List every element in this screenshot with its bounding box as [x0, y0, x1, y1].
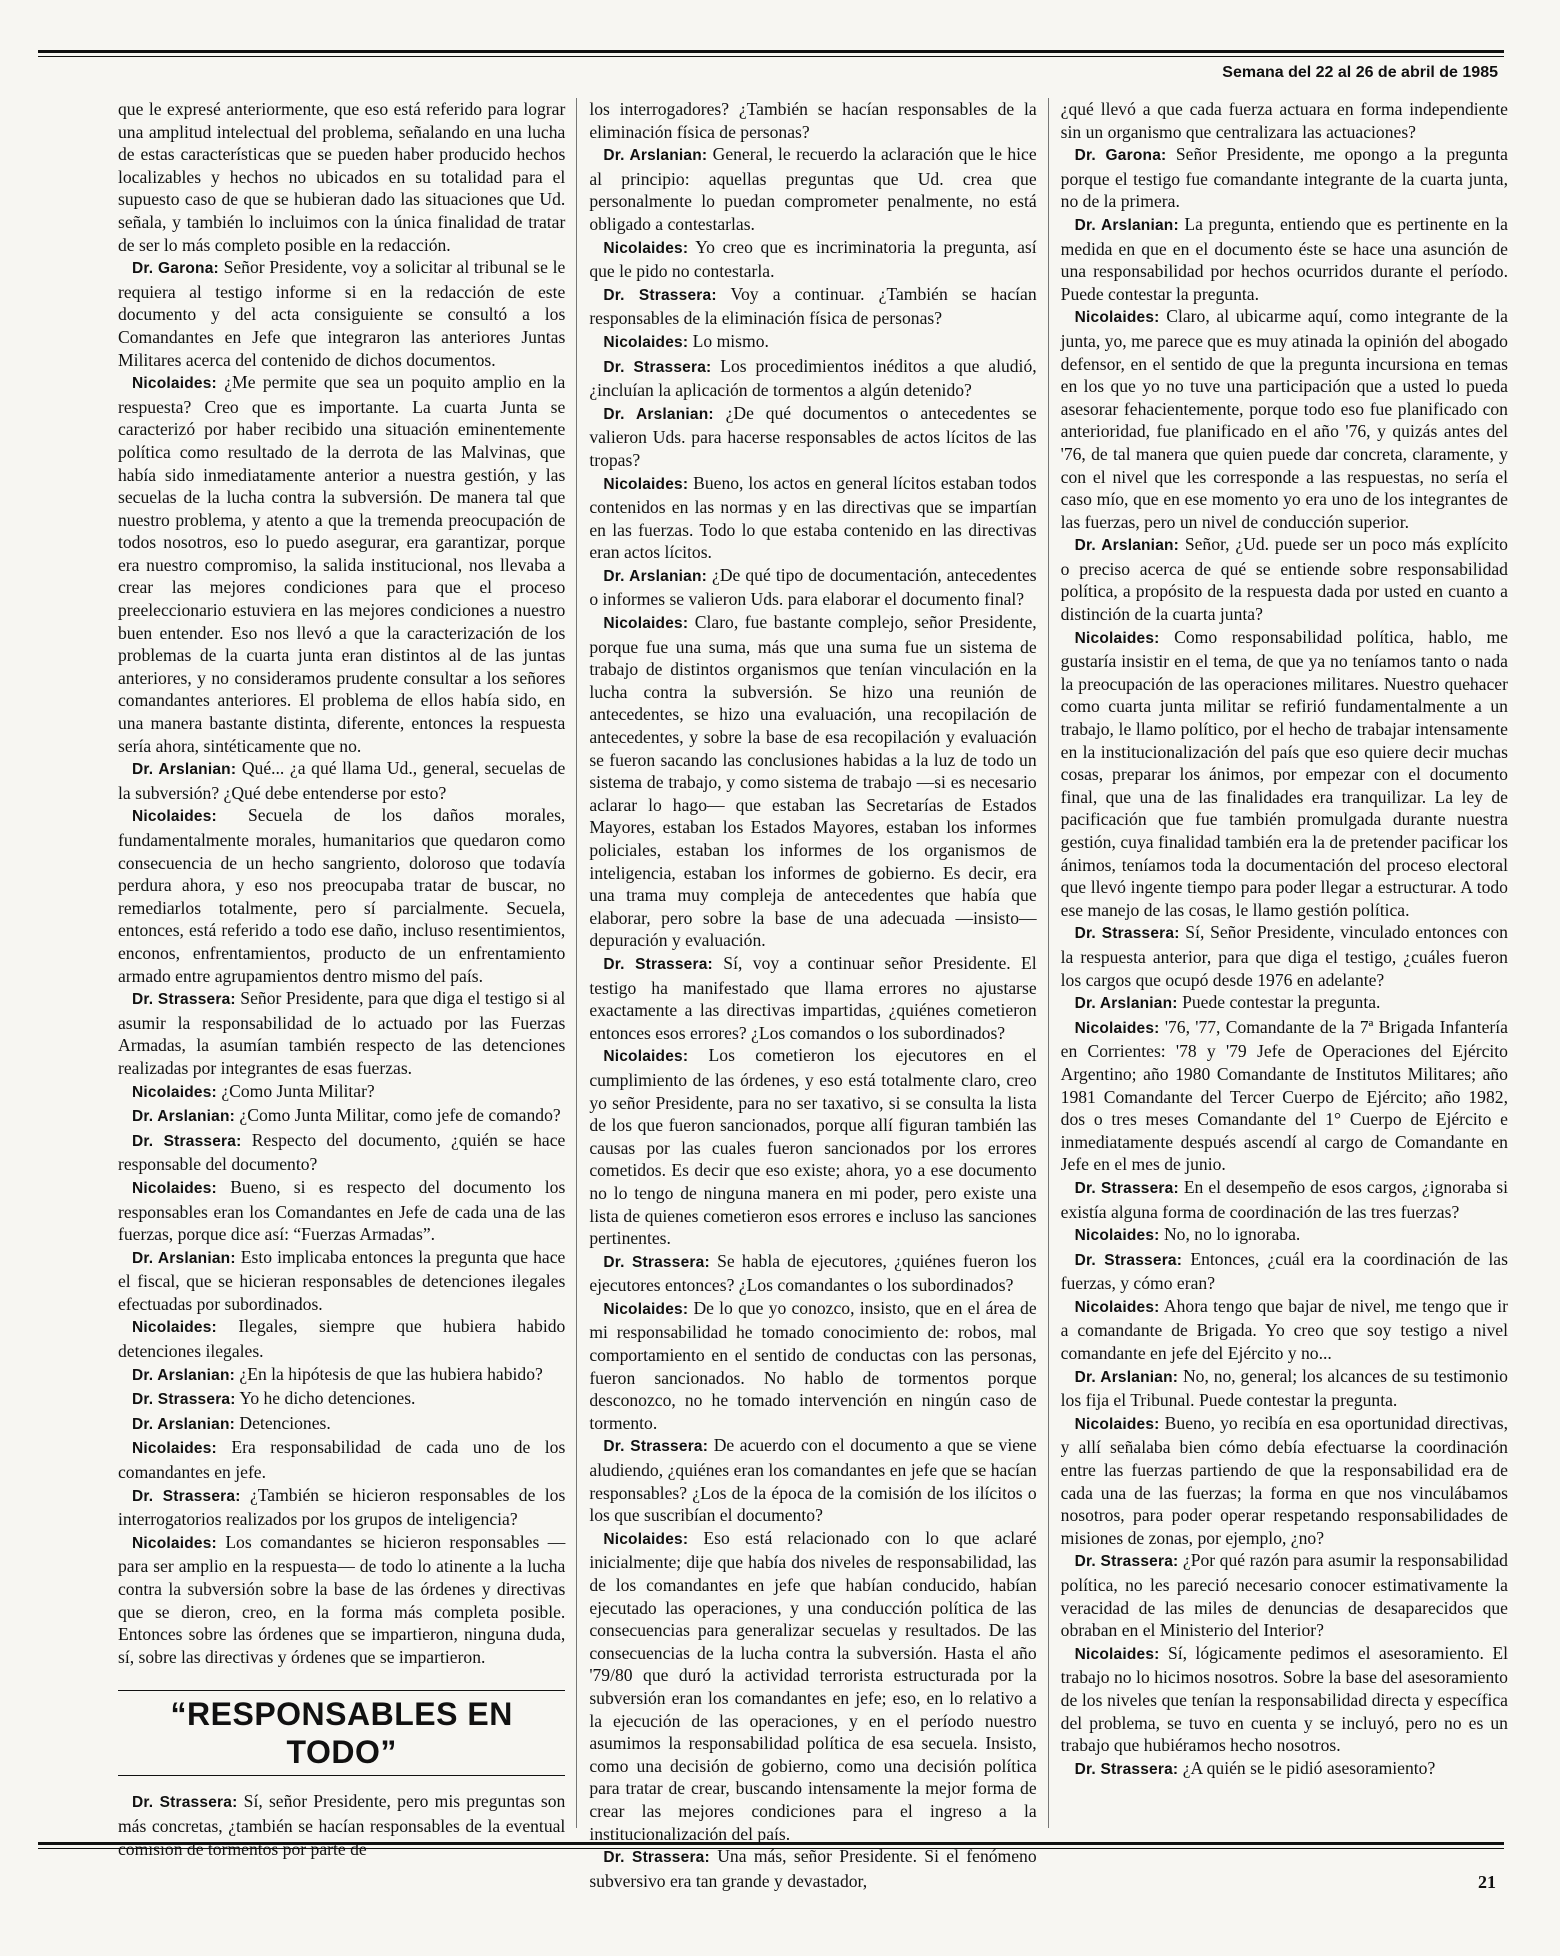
- speech-text: Esto implicaba entonces la pregunta que hace el fiscal, que se hicieran responsables de detenciones ilegales efectuadas por subordinados.: [118, 1246, 566, 1314]
- speaker-label: Nicolaides:: [603, 1048, 689, 1066]
- speech-text: Bueno, yo recibía en esa oportunidad directivas, y allí señalaba bien cómo debía efectuarse la coordinación entre las fuerzas partiendo de que la responsabilidad era de cada una de las fuerzas; la forma en que nos vinculábamos nosotros, para poder operar respetando responsabilidades de misiones de zonas, por ejemplo, ¿no?: [1060, 1412, 1508, 1548]
- transcript-paragraph: [118, 1080, 565, 1105]
- speaker-label: Nicolaides:: [1074, 309, 1160, 327]
- speaker-label: Dr. Arslanian:: [1074, 1368, 1179, 1386]
- transcript-paragraph: [118, 1531, 565, 1669]
- speaker-label: Dr. Arslanian:: [132, 1366, 236, 1384]
- bottom-rule: [38, 1842, 1504, 1845]
- transcript-paragraph: [589, 1845, 1036, 1892]
- speaker-label: Dr. Arslanian:: [1074, 216, 1179, 234]
- speech-text: ¿De qué tipo de documentación, antecedentes o informes se valieron Uds. para elaborar el documento final?: [589, 564, 1037, 610]
- transcript-paragraph: [589, 952, 1036, 1044]
- speaker-label: Dr. Strassera:: [132, 1132, 242, 1150]
- transcript-paragraph: [1061, 1016, 1508, 1176]
- speaker-label: Dr. Arslanian:: [603, 405, 714, 423]
- transcript-paragraph: [118, 1436, 565, 1483]
- transcript-paragraph: [589, 330, 1036, 355]
- transcript-paragraph: [1061, 1295, 1508, 1365]
- speaker-label: Dr. Strassera:: [132, 991, 236, 1009]
- transcript-paragraph: [118, 256, 565, 371]
- speaker-label: Dr. Arslanian:: [132, 1415, 236, 1433]
- speech-text: Sí, Señor Presidente, vinculado entonces con la respuesta anterior, para que diga el testigo, ¿cuáles fueron los cargos que ocupó desde 1976 en adelante?: [1060, 922, 1508, 990]
- transcript-paragraph: [589, 98, 1036, 143]
- speaker-label: Nicolaides:: [1074, 1019, 1160, 1037]
- speaker-label: Dr. Strassera:: [132, 1794, 238, 1812]
- speech-text: Detenciones.: [239, 1412, 331, 1433]
- transcript-paragraph: [1061, 1223, 1508, 1248]
- speech-text: Ilegales, siempre que hubiera habido detenciones ilegales.: [118, 1316, 566, 1362]
- speech-text: Los cometieron los ejecutores en el cumplimiento de las órdenes, y eso está totalmente claro, creo yo señor Presidente, para no ser taxativo, si se consulta la lista de los que fueron sancionados, porque allí figuran también las causas por las cuales fueron sancionados por los errores cometidos. Es decir que eso existe; ahora, yo a ese documento no lo tengo de ninguna manera en mi poder, pero existe una lista de quienes cometieron esos errores e incluso las sanciones pertinentes.: [589, 1045, 1037, 1249]
- column-3: [1061, 98, 1508, 1828]
- speech-text: Respecto del documento, ¿quién se hace responsable del documento?: [118, 1129, 566, 1175]
- transcript-paragraph: [118, 98, 565, 256]
- speaker-label: Dr. Strassera:: [603, 286, 717, 304]
- transcript-paragraph: [1061, 1365, 1508, 1412]
- speech-text: Una más, señor Presidente. Si el fenómeno subversivo era tan grande y devastador,: [589, 1846, 1037, 1891]
- transcript-paragraph: [589, 564, 1036, 611]
- speaker-label: Nicolaides:: [603, 1300, 689, 1318]
- transcript-paragraph: [1061, 305, 1508, 533]
- transcript-paragraph: [589, 355, 1036, 402]
- transcript-paragraph: [1061, 1642, 1508, 1757]
- speaker-label: Nicolaides:: [1074, 1645, 1160, 1663]
- speaker-label: Nicolaides:: [603, 1530, 689, 1548]
- speech-text: Claro, fue bastante complejo, señor Presidente, porque fue una suma, más que una suma fue un sistema de trabajo de distintos organismos que tenían vinculación en la lucha contra la subversión. Se hizo una reunión de antecedentes, se hizo una evaluación, una recopilación de antecedentes, y sobre la base de esa recopilación y evaluación se fueron sacando las conclusiones habidas a la luz de todo un sistema de trabajo, y como sistema de trabajo —si es necesario aclarar lo hago— que estaban las Secretarías de Estados Mayores, estaban los Estados Mayores, estaban los informes policiales, estaban los informes de los organismos de inteligencia, estaban los informes de gobierno. Es decir, era una trama muy compleja de antecedentes que había que elaborar, pero sobre la base de una adecuada —insisto— depuración y evaluación.: [589, 612, 1037, 951]
- speaker-label: Nicolaides:: [603, 475, 689, 493]
- speaker-label: Nicolaides:: [1074, 1298, 1160, 1316]
- transcript-paragraph: [589, 1297, 1036, 1435]
- speaker-label: Dr. Strassera:: [603, 358, 712, 376]
- speaker-label: Dr. Strassera:: [1074, 925, 1180, 943]
- section-heading: “RESPONSABLES EN TODO”: [118, 1690, 565, 1776]
- speech-text: Yo he dicho detenciones.: [239, 1388, 416, 1409]
- speech-text: Sí, lógicamente pedimos el asesoramiento. El trabajo no lo hicimos nosotros. Sobre la base del asesoramiento de los niveles que tenían la responsabilidad directa y específica del problema, se tuvo en cuenta y se incluyó, pero no es un trabajo que hubiéramos hecho nosotros.: [1060, 1642, 1508, 1756]
- speech-text: ¿De qué documentos o antecedentes se valieron Uds. para hacerse responsables de actos lícitos de las tropas?: [589, 402, 1037, 470]
- transcript-paragraph: [1061, 213, 1508, 305]
- speaker-label: Dr. Strassera:: [132, 1391, 236, 1409]
- speaker-label: Nicolaides:: [603, 333, 689, 351]
- transcript-paragraph: [589, 283, 1036, 330]
- transcript-paragraph: [589, 402, 1036, 472]
- page-number: 21: [1478, 1872, 1496, 1892]
- top-rule-thin: [38, 56, 1504, 57]
- speech-text: En el desempeño de esos cargos, ¿ignoraba si existía alguna forma de coordinación de las tres fuerzas?: [1060, 1176, 1508, 1222]
- speech-text: La pregunta, entiendo que es pertinente en la medida en que en el documento éste se hace una asunción de una responsabilidad por hechos ocurridos durante el período. Puede contestar la pregunta.: [1060, 213, 1508, 304]
- speaker-label: Dr. Strassera:: [1074, 1251, 1183, 1269]
- speaker-label: Nicolaides:: [132, 375, 217, 393]
- speech-text: Señor Presidente, me opongo a la pregunta porque el testigo fue comandante integrante de la cuarta junta, no de la primera.: [1060, 144, 1508, 212]
- speech-text: que le expresé anteriormente, que eso está referido para lograr una amplitud intelectual del problema, señalando en una lucha de estas características que se pueden haber producido hechos localizables y hechos no ubicados en su totalidad para el supuesto caso de que se hubieran dado las situaciones que Ud. señala, y también lo incluimos con la única finalidad de tratar de ser lo más completo posible en la redacción.: [118, 99, 566, 255]
- speaker-label: Nicolaides:: [1074, 629, 1160, 647]
- transcript-paragraph: [589, 1527, 1036, 1845]
- transcript-paragraph: [589, 611, 1036, 952]
- speaker-label: Dr. Strassera:: [603, 1849, 710, 1867]
- speech-text: Era responsabilidad de cada uno de los comandantes en jefe.: [118, 1437, 566, 1483]
- speech-text: Entonces, ¿cuál era la coordinación de las fuerzas, y cómo eran?: [1060, 1248, 1508, 1294]
- speaker-label: Nicolaides:: [132, 808, 217, 826]
- speaker-label: Nicolaides:: [132, 1083, 217, 1101]
- transcript-paragraph: [1061, 1176, 1508, 1223]
- speech-text: ¿qué llevó a que cada fuerza actuara en forma independiente sin un organismo que centralizara las actuaciones?: [1060, 99, 1508, 142]
- speaker-label: Dr. Arslanian:: [603, 567, 707, 585]
- speech-text: Ahora tengo que bajar de nivel, me tengo que ir a comandante de Brigada. Yo creo que soy testigo a nivel comandante en jefe del Ejército y no...: [1060, 1295, 1508, 1364]
- speech-text: Los procedimientos inéditos a que aludió, ¿incluían la aplicación de tormentos a algún detenido?: [589, 355, 1037, 401]
- transcript-paragraph: [589, 236, 1036, 283]
- transcript-paragraph: [1061, 991, 1508, 1016]
- speech-text: Sí, señor Presidente, pero mis preguntas son más concretas, ¿también se hacían responsables de la eventual comisión de tormentos por parte de: [118, 1791, 566, 1859]
- speech-text: Secuela de los daños morales, fundamentalmente morales, humanitarios que quedaron como consecuencia de un hecho sangriento, doloroso que todavía perdura ahora, y eso nos preocupaba tratar de buscar, no remediarlos totalmente, pero sí parcialmente. Secuela, entonces, está referido a todo ese daño, incluso resentimientos, enconos, enfrentamientos, producto de un enfrentamiento armado entre agrupamientos dentro mismo del país.: [118, 805, 566, 986]
- speech-text: Se habla de ejecutores, ¿quiénes fueron los ejecutores entonces? ¿Los comandantes o los subordinados?: [589, 1250, 1037, 1296]
- speaker-label: Dr. Garona:: [1074, 147, 1167, 165]
- speech-text: Los comandantes se hicieron responsables —para ser amplio en la respuesta— de todo lo atinente a la lucha contra la subversión sobre la base de las órdenes y directivas que se dieron, creo, en la forma más completa posible. Entonces sobre las órdenes que se impartieron, ninguna duda, sí, sobre las directivas y órdenes que se impartieron.: [118, 1531, 566, 1667]
- speaker-label: Nicolaides:: [1074, 1227, 1160, 1245]
- speaker-label: Dr. Arslanian:: [1074, 537, 1180, 555]
- transcript-paragraph: [118, 804, 565, 987]
- transcript-paragraph: [118, 1315, 565, 1362]
- speaker-label: Nicolaides:: [1074, 1415, 1160, 1433]
- speech-text: Eso está relacionado con lo que aclaré inicialmente; dije que había dos niveles de responsabilidad, las de los comandantes en jefe que habían conducido, habían ejecutado las operaciones, y una conducción política de las consecuencias para generalizar secuelas y resultados. De las consecuencias de la lucha contra la subversión. Hasta el año '79/80 que duró la actividad terrorista estructurada por la subversión eran los comandantes en jefe; eso, en lo relativo a la ejecución de las operaciones, y en el período nuestro asumimos la responsabilidad política de esa secuela. Insisto, como una decisión de gobierno, como una decisión política para tratar de crear, buscando intensamente la mejor forma de crear las mejores condiciones para el ingreso a la institucionalización del país.: [589, 1527, 1037, 1844]
- speaker-label: Dr. Arslanian:: [132, 1249, 236, 1267]
- speech-text: Yo creo que es incriminatoria la pregunta, así que le pido no contestarla.: [589, 236, 1037, 282]
- transcript-paragraph: [118, 1387, 565, 1412]
- transcript-paragraph: [118, 987, 565, 1079]
- transcript-paragraph: [589, 1250, 1036, 1297]
- transcript-paragraph: [1061, 1412, 1508, 1550]
- transcript-paragraph: [118, 1412, 565, 1437]
- issue-date: Semana del 22 al 26 de abril de 1985: [1222, 64, 1498, 81]
- speech-text: ¿Me permite que sea un poquito amplio en la respuesta? Creo que es importante. La cuarta Junta se caracterizó por haber recibido una situación eminentemente política como resultado de la derrota de las Malvinas, que había sido inmediatamente anterior a nuestra gestión, y las secuelas de la lucha contra la subversión. De manera tal que nuestro problema, y atento a que la tremenda preocupación de todos nosotros, eso lo puedo asegurar, era garantizar, porque era nuestro compromiso, la salida institucional, nos llevaba a crear las mejores condiciones para que el proceso preeleccionario estuviera en las mejores condiciones a nuestro buen entender. Eso nos llevó a que la caracterización de los problemas de la cuarta junta eran distintos al de las juntas anteriores, y no consideramos prudente consultar a los señores comandantes anteriores. El problema de ellos había sido, en una manera bastante distinta, diferente, entonces la respuesta sería ahora, sintéticamente que no.: [118, 372, 566, 756]
- speech-text: Bueno, los actos en general lícitos estaban todos contenidos en las normas y en las directivas que se impartían en las fuerzas. Todo lo que estaba contenido en las directivas eran actos lícitos.: [589, 472, 1037, 563]
- transcript-paragraph: [1061, 921, 1508, 991]
- speaker-label: Dr. Strassera:: [603, 1438, 709, 1456]
- transcript-paragraph: [1061, 626, 1508, 922]
- transcript-paragraph: [118, 1246, 565, 1316]
- speech-text: De acuerdo con el documento a que se viene aludiendo, ¿quiénes eran los comandantes en jefe que se hacían responsables? ¿Los de la época de la comisión de los ilícitos o los que suscribían el documento?: [589, 1435, 1037, 1526]
- speaker-label: Nicolaides:: [132, 1179, 217, 1197]
- speaker-label: Dr. Arslanian:: [1074, 995, 1178, 1013]
- speech-text: Señor Presidente, para que diga el testigo si al asumir la responsabilidad de lo actuado por las Fuerzas Armadas, la asumían también respecto de las detenciones realizadas por integrantes de esas fuerzas.: [118, 988, 566, 1078]
- speech-text: ¿Por qué razón para asumir la responsabilidad política, no les pareció necesario conocer estimativamente la veracidad de las miles de denuncias de desaparecidos que obraban en el Ministerio del Interior?: [1060, 1550, 1508, 1641]
- transcript-paragraph: [589, 143, 1036, 235]
- speech-text: Qué... ¿a qué llama Ud., general, secuelas de la subversión? ¿Qué debe entenderse por esto?: [118, 758, 566, 803]
- speaker-label: Dr. Arslanian:: [132, 1108, 236, 1126]
- speech-text: Bueno, si es respecto del documento los responsables eran los Comandantes en Jefe de cada una de las fuerzas, porque dice así: “Fuerzas Armadas”.: [118, 1176, 566, 1245]
- speech-text: Puede contestar la pregunta.: [1182, 992, 1381, 1013]
- speaker-label: Dr. Arslanian:: [603, 147, 708, 165]
- transcript-paragraph: [1061, 143, 1508, 213]
- speech-text: Como responsabilidad política, hablo, me gustaría insistir en el tema, de que ya no teníamos tanto o nada la preocupación de las operaciones militares. Nuestro quehacer como cuarta junta militar se refirió fundamentalmente a un trabajo, le llamo político, por el hecho de trabajar intensamente en la institucionalización del país que eso quiere decir muchas cosas, preparar los ánimos, por empezar con el documento final, que una de las finalidades era tranquilizar. La ley de pacificación que fue también promulgada durante nuestra gestión, cuya finalidad también era la de pretender pacificar los ánimos, teníamos toda la documentación del proceso electoral que llevó ingente tiempo para poder llegar a estructurar. A todo ese manejo de las cosas, le llamo gestión política.: [1060, 626, 1508, 920]
- transcript-paragraph: [1061, 1248, 1508, 1295]
- transcript-paragraph: [1061, 1549, 1508, 1641]
- speech-text: Señor, ¿Ud. puede ser un poco más explícito o preciso acerca de qué se entiende sobre responsabilidad política, a propósito de la respuesta dada por usted en cuanto a distinción de la cuarta junta?: [1060, 534, 1508, 625]
- transcript-paragraph: [118, 1790, 565, 1860]
- speech-text: Señor Presidente, voy a solicitar al tribunal se le requiera al testigo informe si en la redacción de este documento y del acta consiguiente se consultó a los Comandantes en Jefe que integraron las anteriores Juntas Militares acerca del contenido de dichos documentos.: [118, 257, 566, 370]
- column-2: [589, 98, 1037, 1891]
- transcript-paragraph: [118, 1363, 565, 1388]
- speaker-label: Nicolaides:: [132, 1534, 217, 1552]
- transcript-paragraph: [589, 1044, 1036, 1249]
- speech-text: Claro, al ubicarme aquí, como integrante de la junta, yo, me parece que es muy atinada la opinión del abogado defensor, en el sentido de que la pregunta incursiona en temas en los que yo no tuve una participación que a usted lo pueda asesorar fehacientemente, porque todo eso fue planificado con anterioridad, fue planificado en el año '76, y quizás antes del '76, de tal manera que quien puede dar concreta, claramente, y con el nivel que les corresponde a las respuestas, no sería el caso mío, que en ese momento yo era uno de los integrantes de las fuerzas, pero un nivel de conducción superior.: [1060, 306, 1508, 532]
- transcript-paragraph: [1061, 98, 1508, 143]
- speaker-label: Dr. Strassera:: [603, 955, 713, 973]
- transcript-paragraph: [118, 1176, 565, 1246]
- bottom-rule-thin: [38, 1848, 1504, 1849]
- speech-text: '76, '77, Comandante de la 7ª Brigada Infantería en Corrientes: '78 y '79 Jefe de Operaciones del Ejército Argentino; año 1980 Comandante de Institutos Militares; año 1981 Comandante del Tercer Cuerpo de Ejército; año 1982, dos o tres meses Comandante del 1° Cuerpo de Ejército e inmediatamente después ascendí al cargo de Comandante en Jefe en el mes de junio.: [1060, 1016, 1508, 1175]
- speaker-label: Dr. Strassera:: [1074, 1179, 1179, 1197]
- transcript-paragraph: [1061, 1757, 1508, 1782]
- transcript-paragraph: [1061, 533, 1508, 625]
- transcript-paragraph: [118, 1104, 565, 1129]
- speech-text: No, no, general; los alcances de su testimonio los fija el Tribunal. Puede contestar la pregunta.: [1060, 1365, 1508, 1411]
- transcript-paragraph: [118, 1129, 565, 1176]
- speaker-label: Dr. Strassera:: [1074, 1760, 1179, 1778]
- speech-text: ¿También se hicieron responsables de los interrogatorios realizados por los grupos de inteligencia?: [118, 1484, 566, 1530]
- speaker-label: Nicolaides:: [132, 1440, 217, 1458]
- speech-text: ¿En la hipótesis de que las hubiera habido?: [239, 1363, 543, 1384]
- speech-text: General, le recuerdo la aclaración que le hice al principio: aquellas preguntas que Ud. crea que personalmente lo puedan comprometer penalmente, no está obligado a contestarlas.: [589, 144, 1037, 234]
- top-rule: [38, 50, 1504, 53]
- speech-text: ¿A quién se le pidió asesoramiento?: [1182, 1757, 1436, 1778]
- speaker-label: Dr. Arslanian:: [132, 761, 237, 779]
- transcript-paragraph: [589, 1434, 1036, 1526]
- speech-text: No, no lo ignoraba.: [1163, 1224, 1301, 1245]
- speech-text: Sí, voy a continuar señor Presidente. El testigo ha manifestado que llama errores no ajustarse exactamente a las directivas impartidas, ¿quiénes cometieron entonces esos errores? ¿Los comandos o los subordinados?: [589, 952, 1037, 1043]
- speaker-label: Nicolaides:: [132, 1319, 217, 1337]
- speech-text: ¿Como Junta Militar, como jefe de comando?: [239, 1105, 561, 1126]
- speaker-label: Nicolaides:: [603, 615, 689, 633]
- speech-text: los interrogadores? ¿También se hacían responsables de la eliminación física de personas?: [589, 99, 1037, 142]
- speaker-label: Dr. Strassera:: [132, 1487, 241, 1505]
- column-1: [118, 98, 566, 1859]
- speech-text: ¿Como Junta Militar?: [221, 1080, 375, 1101]
- speaker-label: Dr. Strassera:: [603, 1253, 710, 1271]
- transcript-paragraph: [118, 371, 565, 757]
- speech-text: De lo que yo conozco, insisto, que en el área de mi responsabilidad he tomado conocimiento de: robos, mal comportamiento en el sentido de conductas con las personas, fueron sancionados. No hablo de tormentos porque desconozco, no he tomado intervención en ningún caso de tormento.: [589, 1297, 1037, 1433]
- speaker-label: Nicolaides:: [603, 239, 689, 257]
- speaker-label: Dr. Garona:: [132, 260, 219, 278]
- transcript-paragraph: [118, 757, 565, 804]
- speech-text: Lo mismo.: [692, 330, 769, 351]
- transcript-paragraph: [589, 472, 1036, 564]
- speaker-label: Dr. Strassera:: [1074, 1553, 1179, 1571]
- transcript-paragraph: [118, 1484, 565, 1531]
- speech-text: Voy a continuar. ¿También se hacían responsables de la eliminación física de personas?: [589, 283, 1037, 329]
